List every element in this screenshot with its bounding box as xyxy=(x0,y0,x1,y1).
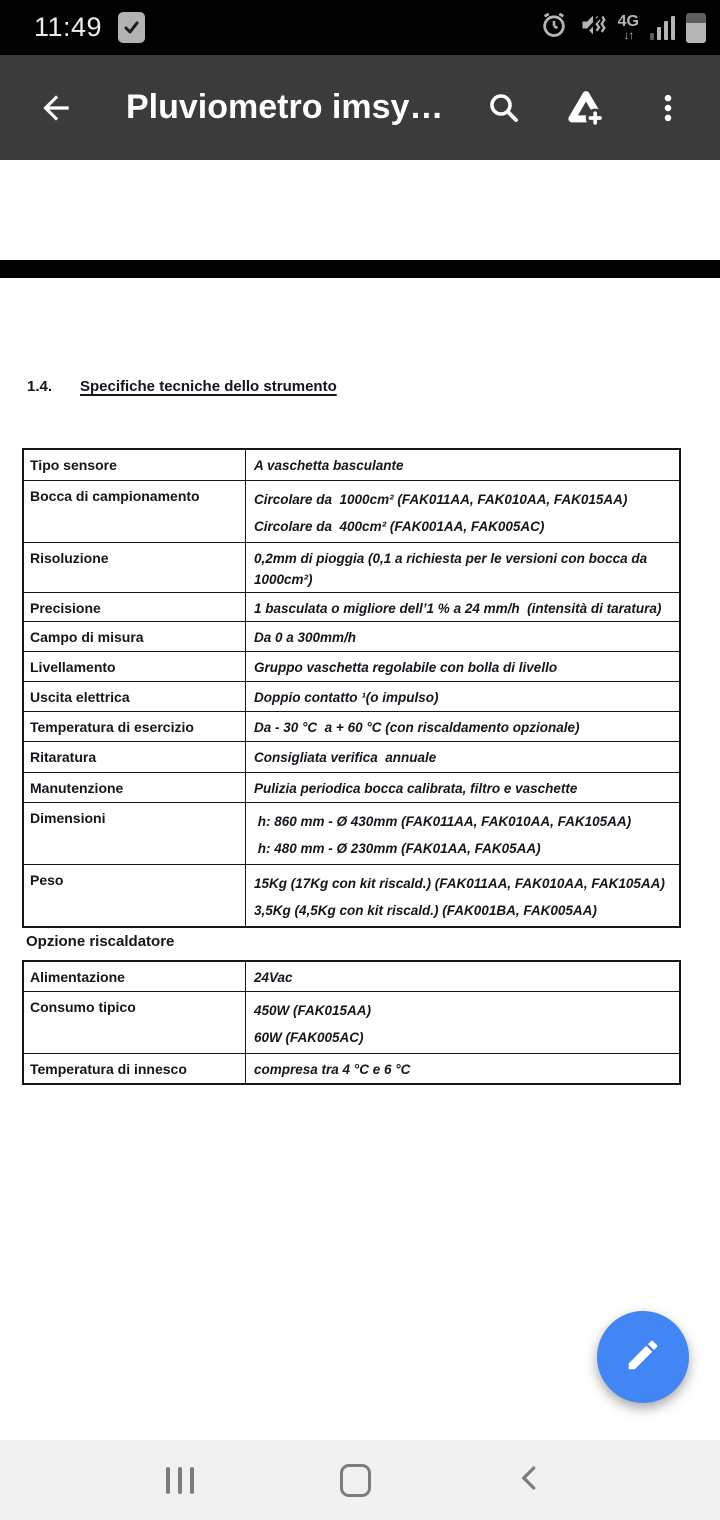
spec-label: Risoluzione xyxy=(24,543,246,592)
spec-label: Manutenzione xyxy=(24,773,246,802)
spec-label: Alimentazione xyxy=(24,962,246,991)
edit-fab-button[interactable] xyxy=(597,1311,689,1403)
spec-value: Da - 30 °C a + 60 °C (con riscaldamento opzionale) xyxy=(254,720,580,735)
table-row xyxy=(24,711,679,741)
app-bar xyxy=(0,55,720,160)
recents-icon xyxy=(166,1467,194,1494)
table-row xyxy=(24,864,679,926)
recents-button[interactable] xyxy=(150,1450,210,1510)
spec-value: 24Vac xyxy=(254,970,293,985)
table-row xyxy=(24,450,679,480)
table-row xyxy=(24,962,679,991)
document-title: Pluviometro imsy… xyxy=(126,88,444,126)
table-row xyxy=(24,542,679,592)
home-icon xyxy=(340,1464,371,1497)
spec-value: 1 basculata o migliore dell’1 % a 24 mm/h (intensità di taratura) xyxy=(254,601,662,616)
table-row xyxy=(24,480,679,542)
search-icon[interactable] xyxy=(478,82,530,134)
table-row xyxy=(24,991,679,1053)
table-row xyxy=(24,592,679,621)
alarm-icon xyxy=(540,11,568,44)
home-button[interactable] xyxy=(325,1450,385,1510)
section-title: Specifiche tecniche dello strumento xyxy=(80,378,337,395)
spec-label: Temperatura di innesco xyxy=(24,1054,246,1083)
spec-label: Tipo sensore xyxy=(24,450,246,480)
battery-icon xyxy=(686,13,706,43)
spec-label: Bocca di campionamento xyxy=(24,481,246,542)
network-4g-icon: 4G ↓↑ xyxy=(617,13,639,42)
spec-label: Ritaratura xyxy=(24,742,246,772)
spec-value: Pulizia periodica bocca calibrata, filtro e vaschette xyxy=(254,781,578,796)
spec-label: Dimensioni xyxy=(24,803,246,864)
table-row xyxy=(24,772,679,802)
spec-label: Campo di misura xyxy=(24,622,246,651)
spec-value: Circolare da 1000cm² (FAK011AA, FAK010AA, FAK015AA) Circolare da 400cm² (FAK001AA, FAK005AC) xyxy=(254,492,628,534)
back-button[interactable] xyxy=(500,1450,560,1510)
spec-label: Livellamento xyxy=(24,652,246,681)
spec-value: 450W (FAK015AA) 60W (FAK005AC) xyxy=(254,1003,372,1045)
spec-value: 15Kg (17Kg con kit riscald.) (FAK011AA, FAK010AA, FAK105AA) 3,5Kg (4,5Kg con kit riscald.) (FAK001BA, FAK005AA) xyxy=(254,876,665,918)
heater-heading: Opzione riscaldatore xyxy=(26,933,175,950)
spec-value: compresa tra 4 °C e 6 °C xyxy=(254,1062,411,1077)
section-heading xyxy=(27,378,337,395)
signal-strength-icon xyxy=(650,16,675,40)
spec-value: Doppio contatto ¹(o impulso) xyxy=(254,690,439,705)
pdf-page-gap xyxy=(0,260,720,278)
add-to-drive-icon[interactable] xyxy=(560,82,612,134)
section-number: 1.4. xyxy=(27,378,53,395)
overflow-menu-icon[interactable] xyxy=(642,82,694,134)
spec-value: Gruppo vaschetta regolabile con bolla di livello xyxy=(254,660,558,675)
spec-label: Precisione xyxy=(24,593,246,621)
back-arrow-icon[interactable] xyxy=(28,80,84,136)
status-bar xyxy=(0,0,720,55)
table-row xyxy=(24,621,679,651)
spec-value: A vaschetta basculante xyxy=(254,458,404,473)
spec-value: h: 860 mm - Ø 430mm (FAK011AA, FAK010AA, FAK105AA) h: 480 mm - Ø 230mm (FAK01AA, FAK05AA) xyxy=(254,814,632,856)
spec-value: Consigliata verifica annuale xyxy=(254,750,437,765)
spec-value: 0,2mm di pioggia (0,1 a richiesta per le versioni con bocca da 1000cm²) xyxy=(254,551,651,587)
spec-label: Peso xyxy=(24,865,246,926)
pencil-icon xyxy=(624,1336,662,1379)
table-row xyxy=(24,651,679,681)
chevron-left-icon xyxy=(515,1463,545,1498)
spec-label: Consumo tipico xyxy=(24,992,246,1053)
spec-label: Temperatura di esercizio xyxy=(24,712,246,741)
vibrate-mute-icon xyxy=(579,11,607,44)
table-row xyxy=(24,802,679,864)
spec-value: Da 0 a 300mm/h xyxy=(254,630,357,645)
table-row xyxy=(24,741,679,772)
navigation-bar xyxy=(0,1440,720,1520)
spec-label: Uscita elettrica xyxy=(24,682,246,711)
status-time: 11:49 xyxy=(34,12,103,42)
notification-checkbox-icon xyxy=(118,12,145,43)
heater-table xyxy=(22,960,681,1085)
spec-table xyxy=(22,448,681,928)
table-row xyxy=(24,681,679,711)
table-row xyxy=(24,1053,679,1083)
